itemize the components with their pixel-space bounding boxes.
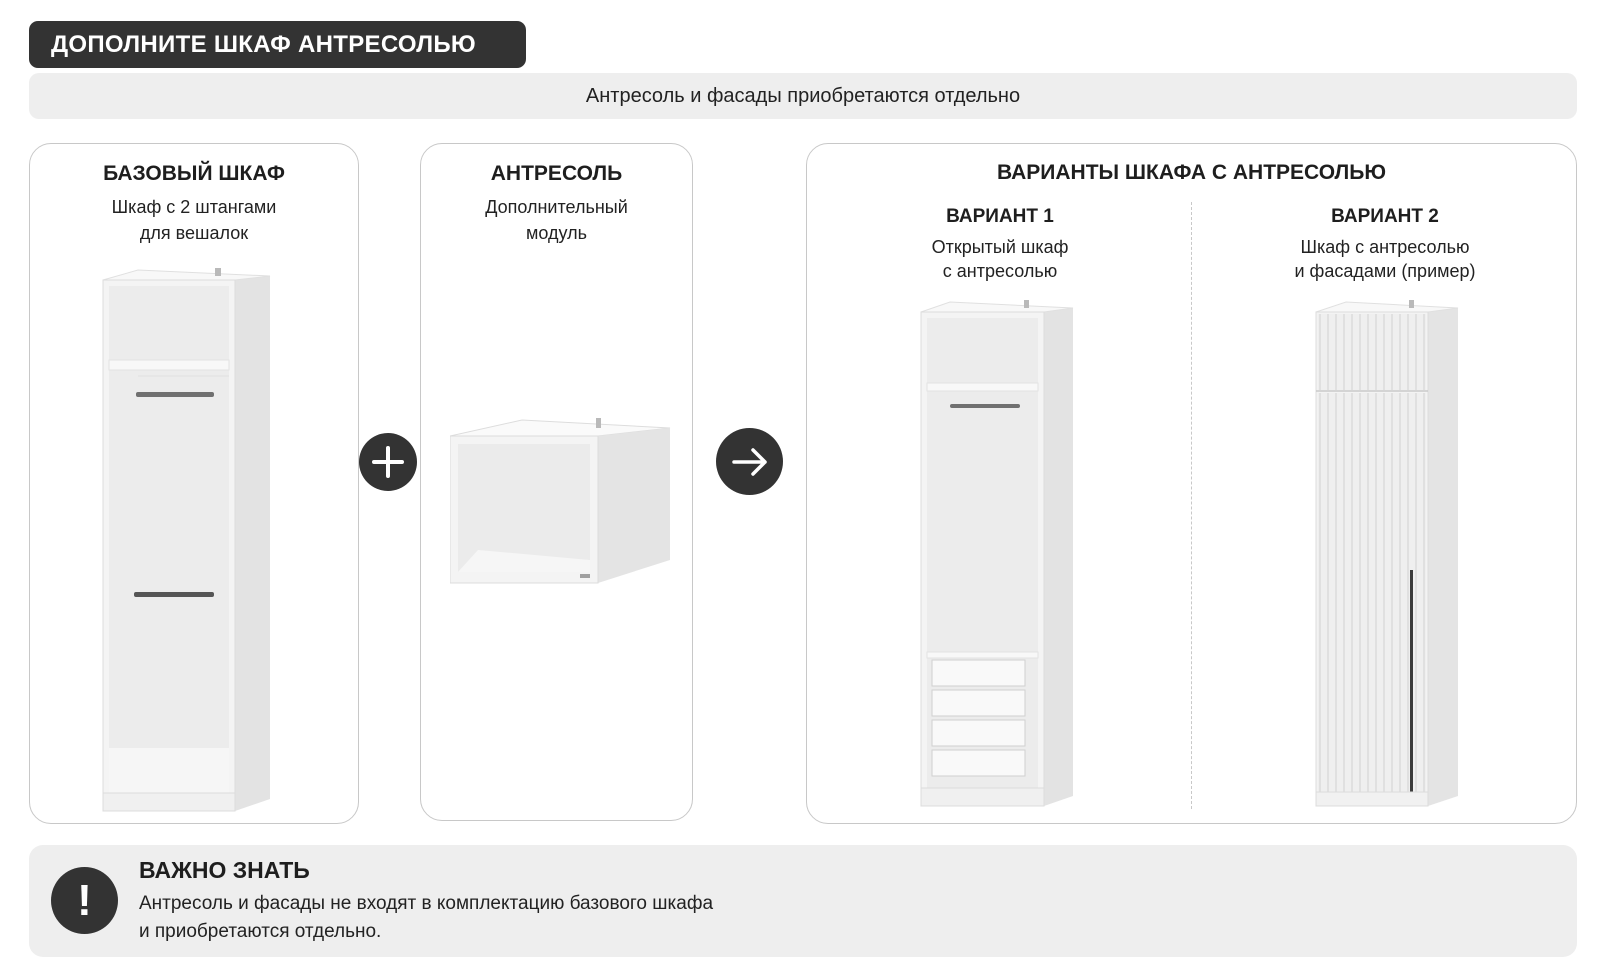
notice-text: Антресоль и фасады не входят в комплектацию базового шкафа и приобретаются отдельно. — [139, 893, 714, 942]
variant-2-illustration — [1313, 300, 1463, 810]
mezzanine-title: АНТРЕСОЛЬ — [490, 162, 623, 185]
variants-title: ВАРИАНТЫ ШКАФА С АНТРЕСОЛЬЮ — [996, 161, 1386, 184]
mezzanine-description: Дополнительный модуль — [485, 197, 628, 243]
variant-1-header — [860, 206, 1140, 283]
base-wardrobe-description: Шкаф с 2 штангами для вешалок — [111, 197, 277, 243]
variant-2-label: ВАРИАНТ 2 — [1331, 206, 1439, 227]
important-notice — [29, 845, 1577, 957]
variants-divider — [1191, 202, 1192, 809]
page-title: ДОПОЛНИТЕ ШКАФ АНТРЕСОЛЬЮ — [29, 21, 526, 68]
base-wardrobe-illustration — [100, 268, 276, 814]
plus-icon — [359, 433, 417, 491]
variant-1-description: Открытый шкаф с антресолью — [931, 237, 1069, 281]
subtitle-text: Антресоль и фасады приобретаются отдельно — [585, 84, 1021, 107]
mezzanine-illustration — [450, 410, 676, 588]
variant-2-header — [1245, 206, 1525, 283]
variant-1-illustration — [918, 300, 1078, 810]
subtitle-banner — [29, 73, 1577, 119]
base-wardrobe-title: БАЗОВЫЙ ШКАФ — [103, 162, 285, 185]
exclamation-icon: ! — [51, 867, 118, 934]
arrow-right-icon — [716, 428, 783, 495]
variant-1-label: ВАРИАНТ 1 — [946, 206, 1054, 227]
notice-title: ВАЖНО ЗНАТЬ — [139, 857, 310, 883]
variant-2-description: Шкаф с антресолью и фасадами (пример) — [1294, 237, 1476, 281]
